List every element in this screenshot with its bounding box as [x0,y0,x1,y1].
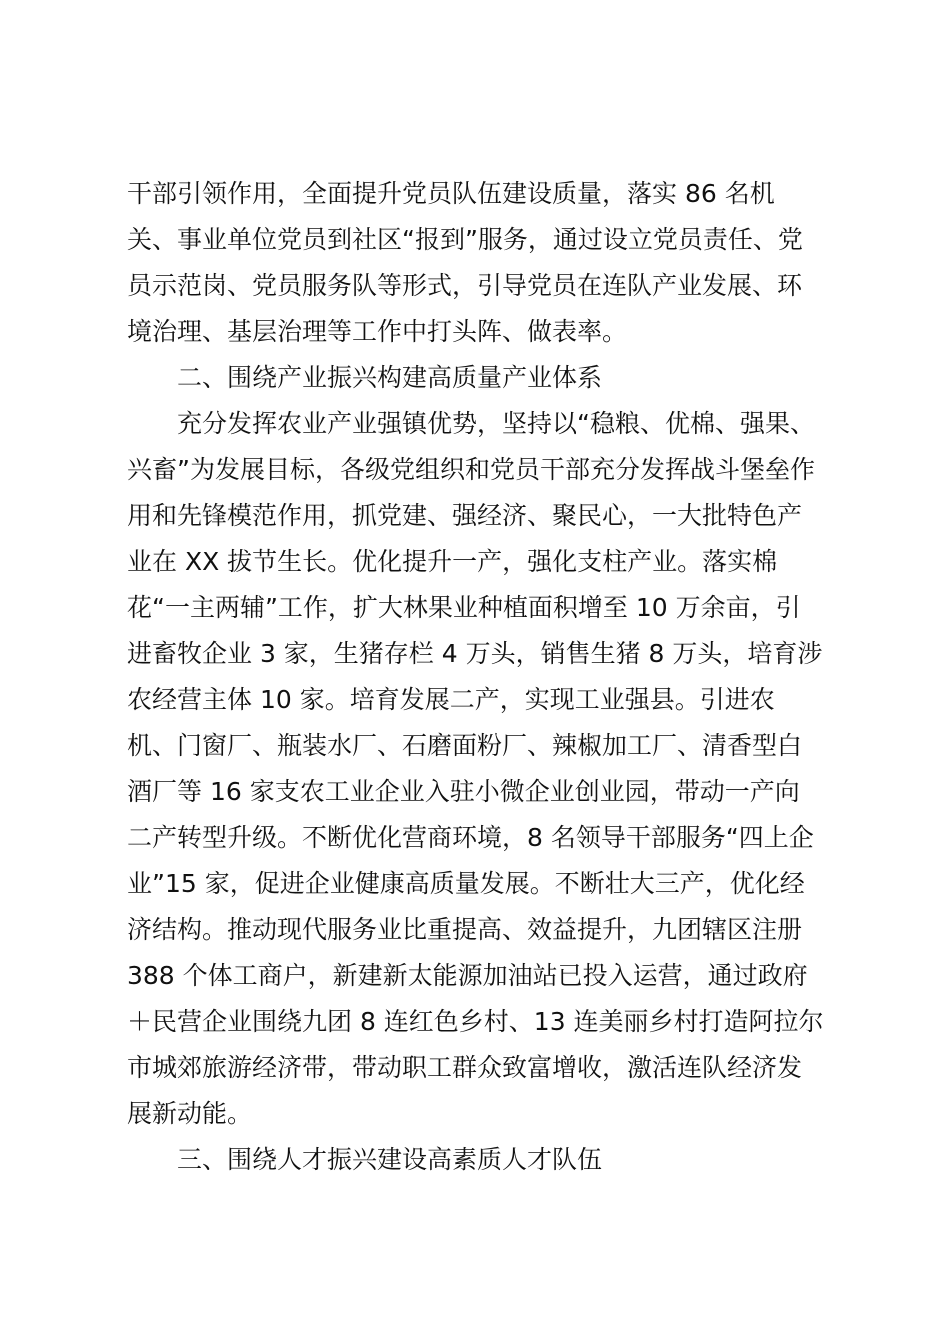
paragraph-line: 济结构。推动现代服务业比重提高、效益提升，九团辖区注册 [127,915,803,944]
paragraph-line: 机、门窗厂、瓶装水厂、石磨面粉厂、辣椒加工厂、清香型白 [127,731,803,760]
paragraph-line: 市城郊旅游经济带，带动职工群众致富增收，激活连队经济发 [127,1053,803,1082]
section-heading-2: 二、围绕产业振兴构建高质量产业体系 [177,363,603,392]
paragraph-line: 兴畜”为发展目标，各级党组织和党员干部充分发挥战斗堡垒作 [127,455,815,484]
paragraph-line: 员示范岗、党员服务队等形式，引导党员在连队产业发展、环 [127,271,803,300]
paragraph-line: 酒厂等 16 家支农工业企业入驻小微企业创业园，带动一产向 [127,777,800,806]
section-heading-3: 三、围绕人才振兴建设高素质人才队伍 [177,1145,603,1174]
paragraph-line: 388 个体工商户，新建新太能源加油站已投入运营，通过政府 [127,961,808,990]
paragraph-line: 花“一主两辅”工作，扩大林果业种植面积增至 10 万余亩，引 [127,593,801,622]
paragraph-line: ＋民营企业围绕九团 8 连红色乡村、13 连美丽乡村打造阿拉尔 [127,1007,824,1036]
paragraph-line: 农经营主体 10 家。培育发展二产，实现工业强县。引进农 [127,685,775,714]
paragraph-line: 充分发挥农业产业强镇优势，坚持以“稳粮、优棉、强果、 [177,409,815,438]
paragraph-line: 展新动能。 [127,1099,253,1128]
paragraph-line: 干部引领作用，全面提升党员队伍建设质量，落实 86 名机 [127,179,775,208]
paragraph-line: 用和先锋模范作用，抓党建、强经济、聚民心，一大批特色产 [127,501,803,530]
paragraph-line: 业在 XX 拔节生长。优化提升一产，强化支柱产业。落实棉 [127,547,778,576]
paragraph-line: 业”15 家，促进企业健康高质量发展。不断壮大三产，优化经 [127,869,805,898]
paragraph-line: 二产转型升级。不断优化营商环境，8 名领导干部服务“四上企 [127,823,814,852]
paragraph-line: 境治理、基层治理等工作中打头阵、做表率。 [127,317,628,346]
paragraph-line: 关、事业单位党员到社区“报到”服务，通过设立党员责任、党 [127,225,803,254]
paragraph-line: 进畜牧企业 3 家，生猪存栏 4 万头，销售生猪 8 万头，培育涉 [127,639,823,668]
